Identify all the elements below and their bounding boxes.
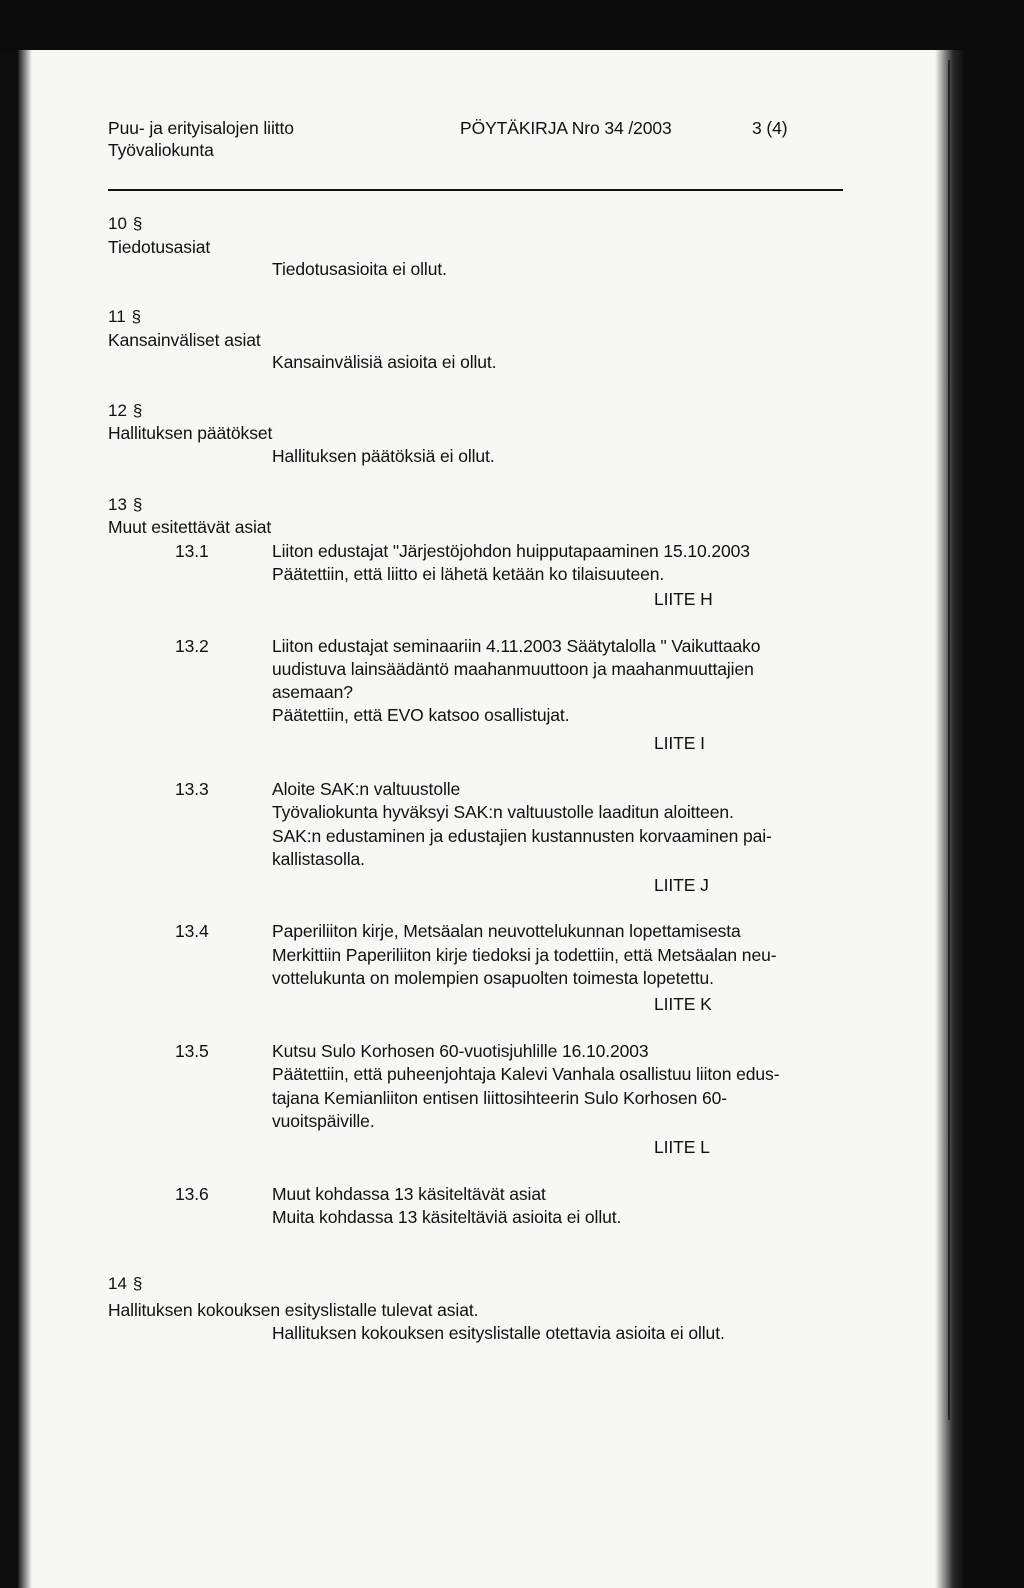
section-symbol: § [132,495,143,514]
item-13-1-line: Liiton edustajat "Järjestöjohdon huipputapaaminen 15.10.2003 [272,541,750,561]
item-13-5-appendix: LIITE L [654,1137,710,1157]
section-14-text: Hallituksen kokouksen esityslistalle otettavia asioita ei ollut. [272,1323,725,1343]
section-number: 11 [108,307,126,326]
section-14-number [108,1273,142,1295]
item-13-1-appendix: LIITE H [654,589,713,609]
item-13-4-number: 13.4 [175,921,209,941]
item-13-5-line: vuoitspäiville. [272,1111,375,1131]
item-13-3-appendix: LIITE J [654,875,709,895]
header-page-number: 3 (4) [752,118,788,138]
item-13-6-number: 13.6 [175,1184,209,1204]
section-12-title: Hallituksen päätökset [108,423,273,443]
section-number: 10 [108,214,127,233]
scan-top-border [0,0,1024,50]
item-13-1-line: Päätettiin, että liitto ei lähetä ketään ko tilaisuuteen. [272,564,665,584]
item-13-2-appendix: LIITE I [654,733,705,753]
section-symbol: § [132,214,143,233]
item-13-3-line: SAK:n edustaminen ja edustajien kustannusten korvaaminen pai- [272,826,772,846]
item-13-6-line: Muita kohdassa 13 käsiteltäviä asioita ei ollut. [272,1207,622,1227]
section-13-title: Muut esitettävät asiat [108,517,272,537]
section-number: 14 [108,1274,127,1293]
header-doc-title: PÖYTÄKIRJA Nro 34 /2003 [460,118,672,138]
item-13-4-line: Merkittiin Paperiliiton kirje tiedoksi ja todettiin, että Metsäalan neu- [272,945,777,965]
header-unit: Työvaliokunta [108,140,214,160]
item-13-6-line: Muut kohdassa 13 käsiteltävät asiat [272,1184,546,1204]
section-14-title: Hallituksen kokouksen esityslistalle tulevat asiat. [108,1300,479,1320]
section-number: 13 [108,495,127,514]
item-13-5-line: Päätettiin, että puheenjohtaja Kalevi Vanhala osallistuu liiton edus- [272,1064,780,1084]
section-symbol: § [131,307,142,326]
page-binding-shadow [935,50,965,1588]
section-13-number [108,494,142,516]
section-symbol: § [132,401,143,420]
header-rule [108,189,843,191]
item-13-4-appendix: LIITE K [654,994,712,1014]
item-13-2-line: uudistuva lainsäädäntö maahanmuuttoon ja maahanmuuttajien [272,659,754,679]
item-13-2-line: asemaan? [272,682,353,702]
section-11-text: Kansainvälisiä asioita ei ollut. [272,352,497,372]
item-13-2-line: Liiton edustajat seminaariin 4.11.2003 Säätytalolla " Vaikuttaako [272,636,761,656]
item-13-3-line: Työvaliokunta hyväksyi SAK:n valtuustolle laaditun aloitteen. [272,802,734,822]
page-left-shadow [18,50,32,1588]
item-13-2-line: Päätettiin, että EVO katsoo osallistujat. [272,705,570,725]
binding-line [948,60,950,1420]
item-13-5-number: 13.5 [175,1041,209,1061]
item-13-3-number: 13.3 [175,779,209,799]
section-11-number [108,306,141,328]
section-12-number [108,400,142,422]
section-10-text: Tiedotusasioita ei ollut. [272,259,447,279]
item-13-3-line: Aloite SAK:n valtuustolle [272,779,461,799]
item-13-5-line: Kutsu Sulo Korhosen 60-vuotisjuhlille 16.10.2003 [272,1041,649,1061]
section-11-title: Kansainväliset asiat [108,330,261,350]
section-10-number [108,213,142,235]
item-13-1-number: 13.1 [175,541,209,561]
item-13-3-line: kallistasolla. [272,849,365,869]
section-number: 12 [108,401,127,420]
header-org: Puu- ja erityisalojen liitto [108,118,294,138]
section-symbol: § [132,1274,143,1293]
section-12-text: Hallituksen päätöksiä ei ollut. [272,446,495,466]
scan-right-border [964,0,1024,1588]
item-13-5-line: tajana Kemianliiton entisen liittosihteerin Sulo Korhosen 60- [272,1088,728,1108]
item-13-4-line: vottelukunta on molempien osapuolten toimesta lopetettu. [272,968,714,988]
item-13-2-number: 13.2 [175,636,209,656]
item-13-4-line: Paperiliiton kirje, Metsäalan neuvottelukunnan lopettamisesta [272,921,741,941]
section-10-title: Tiedotusasiat [108,237,211,257]
